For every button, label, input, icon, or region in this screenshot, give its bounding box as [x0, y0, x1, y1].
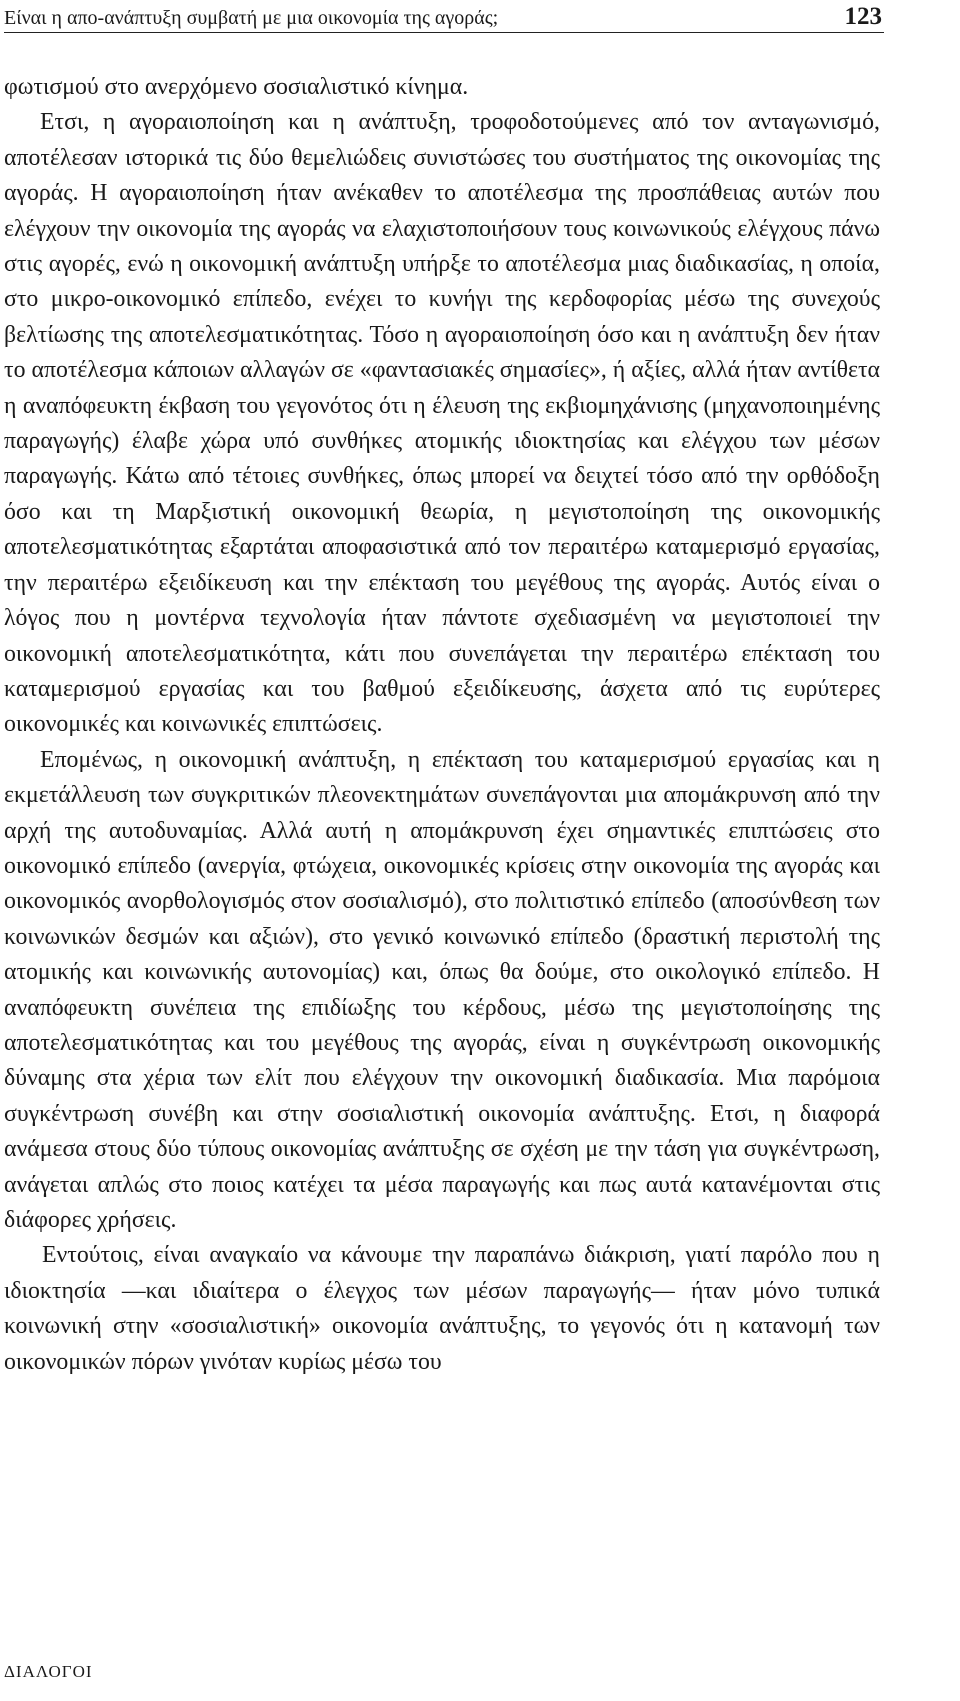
page-body	[4, 70, 880, 1380]
paragraph: Ετσι, η αγοραιοποίηση και η ανάπτυξη, τροφοδοτούμενες από τον ανταγωνισμό, αποτέλεσαν ιστορικά τις δύο θεμελιώδεις συνιστώσες του συστήματος της οικονομίας της αγοράς. Η αγοραιοποίηση ήταν ανέκαθεν το αποτέλεσμα της προσπάθειας αυτών που ελέγχουν την οικονομία της αγοράς να ελαχιστοποιήσουν τους κοινωνικούς ελέγχους πάνω στις αγορές, ενώ η οικονομική ανάπτυξη υπήρξε το αποτέλεσμα μιας διαδικασίας, η οποία, στο μικρο-οικονομικό επίπεδο, ενέχει το κυνήγι της κερδοφορίας μέσω της συνεχούς βελτίωσης της αποτελεσματικότητας. Τόσο η αγοραιοποίηση όσο και η ανάπτυξη δεν ήταν το αποτέλεσμα κάποιων αλλαγών σε «φαντασιακές σημασίες», ή αξίες, αλλά ήταν αντίθετα η αναπόφευκτη έκβαση του γεγονότος ότι η έλευση της εκβιομηχάνισης (μηχανοποιημένης παραγωγής) έλαβε χώρα υπό συνθήκες ατομικής ιδιοκτησίας και ελέγχου των μέσων παραγωγής. Κάτω από τέτοιες συνθήκες, όπως μπορεί να δειχτεί τόσο από την ορθόδοξη όσο και τη Μαρξιστική οικονομική θεωρία, η μεγιστοποίηση της οικονομικής αποτελεσματικότητας εξαρτάται αποφασιστικά από τον περαιτέρω καταμερισμό εργασίας, την περαιτέρω εξειδίκευση και την επέκταση του μεγέθους της αγοράς. Αυτός είναι ο λόγος που η μοντέρνα τεχνολογία ήταν πάντοτε σχεδιασμένη να μεγιστοποιεί την οικονομική αποτελεσματικότητα, κάτι που συνεπάγεται την περαιτέρω επέκταση του καταμερισμού εργασίας και του βαθμού εξειδίκευσης, άσχετα από τις ευρύτερες οικονομικές και κοινωνικές επιπτώσεις.	[4, 109, 880, 738]
paragraph-continuation: φωτισμού στο ανερχόμενο σοσιαλιστικό κίνημα.	[4, 74, 469, 100]
paragraph: Εντούτοις, είναι αναγκαίο να κάνουμε την παραπάνω διάκριση, γιατί παρόλο που η ιδιοκτησία —και ιδιαίτερα ο έλεγχος των μέσων παραγωγής— ήταν μόνο τυπικά κοινωνική στην «σοσιαλιστική» οικονομία ανάπτυξης, το γεγονός ότι η κατανομή των οικονομικών πόρων γινόταν κυρίως μέσω του	[4, 1242, 880, 1375]
running-title: Είναι η απο-ανάπτυξη συμβατή με μια οικονομία της αγοράς;	[4, 7, 499, 29]
page-footer: ΔΙΑΛΟΓΟΙ	[4, 1662, 93, 1681]
page-number: 123	[844, 3, 882, 30]
page-header	[4, 3, 884, 33]
paragraph: Επομένως, η οικονομική ανάπτυξη, η επέκταση του καταμερισμού εργασίας και η εκμετάλλευση των συγκριτικών πλεονεκτημάτων συνεπάγονται μια απομάκρυνση από την αρχή της αυτοδυναμίας. Αλλά αυτή η απομάκρυνση έχει σημαντικές επιπτώσεις στο οικονομικό επίπεδο (ανεργία, φτώχεια, οικονομικές κρίσεις στην οικονομία της αγοράς και οικονομικός ανορθολογισμός στον σοσιαλισμό), στο πολιτιστικό επίπεδο (αποσύνθεση των κοινωνικών δεσμών και αξιών), στο γενικό κοινωνικό επίπεδο (δραστική περιστολή της ατομικής και κοινωνικής αυτονομίας) και, όπως θα δούμε, στο οικολογικό επίπεδο. Η αναπόφευκτη συνέπεια της επιδίωξης του κέρδους, μέσω της μεγιστοποίησης της αποτελεσματικότητας και του μεγέθους της αγοράς, είναι η συγκέντρωση οικονομικής δύναμης στα χέρια των ελίτ που ελέγχουν την οικονομική διαδικασία. Μια παρόμοια συγκέντρωση συνέβη και στην σοσιαλιστική οικονομία ανάπτυξης. Ετσι, η διαφορά ανάμεσα στους δύο τύπους οικονομίας ανάπτυξης σε σχέση με την τάση για συγκέντρωση, ανάγεται απλώς στο ποιος κατέχει τα μέσα παραγωγής και πως αυτά κατανέμονται στις διάφορες χρήσεις.	[4, 746, 880, 1233]
